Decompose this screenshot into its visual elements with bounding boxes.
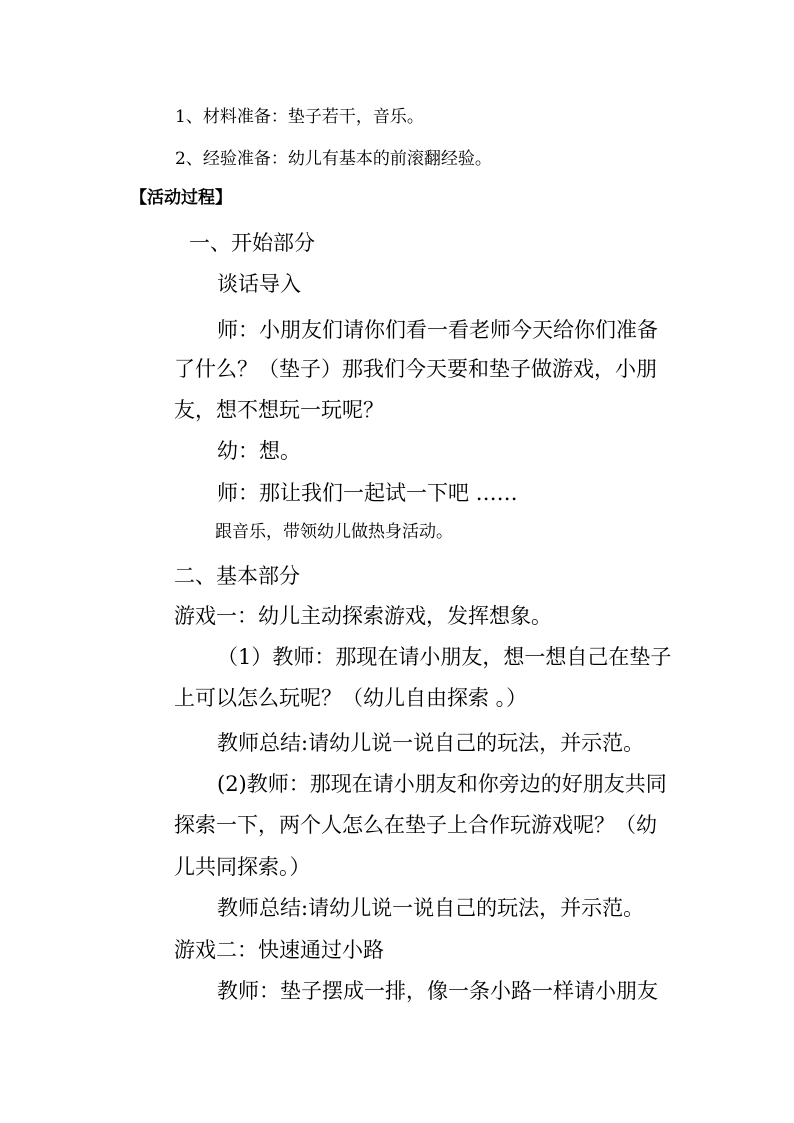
game-one-step1-line-1: （1）教师：那现在请小朋友，想一想自己在垫子 [217,645,672,669]
teacher-try-line: 师：那让我们一起试一下吧 …… [217,481,518,505]
game-one-step1-line-2: 上可以怎么玩呢？（幼儿自由探索 。） [174,686,528,710]
teacher-summary-line-1: 教师总结:请幼儿说一说自己的玩法，并示范。 [217,731,645,755]
experience-prep-line: 2、经验准备：幼儿有基本的前滚翻经验。 [175,149,492,169]
game-two-line: 游戏二：快速通过小路 [174,938,384,962]
section-start-heading: 一、开始部分 [189,231,315,255]
material-prep-line: 1、材料准备：垫子若干，音乐。 [175,107,424,127]
section-basic-heading: 二、基本部分 [174,564,300,588]
game-one-step2-line-2: 探索一下，两个人怎么在垫子上合作玩游戏呢？（幼 [174,813,657,837]
activity-process-heading: 【活动过程】 [130,188,232,208]
game-one-step2-line-3: 儿共同探索。） [174,855,311,879]
game-one-line: 游戏一：幼儿主动探索游戏，发挥想象。 [174,604,552,628]
conversation-intro-line: 谈话导入 [217,272,301,296]
teacher-summary-line-2: 教师总结:请幼儿说一说自己的玩法，并示范。 [217,896,645,920]
teacher-question-line-1: 师：小朋友们请你们看一看老师今天给你们准备 [217,318,658,342]
teacher-question-line-2: 了什么？（垫子）那我们今天要和垫子做游戏，小朋 [174,357,657,381]
teacher-question-line-3: 友，想不想玩一玩呢？ [174,398,384,422]
game-one-step2-line-1: (2)教师：那现在请小朋友和你旁边的好朋友共同 [217,772,667,796]
child-answer-line: 幼：想。 [217,439,301,463]
game-two-teacher-line: 教师：垫子摆成一排，像一条小路一样请小朋友 [217,979,658,1003]
warmup-line: 跟音乐，带领幼儿做热身活动。 [215,522,453,542]
